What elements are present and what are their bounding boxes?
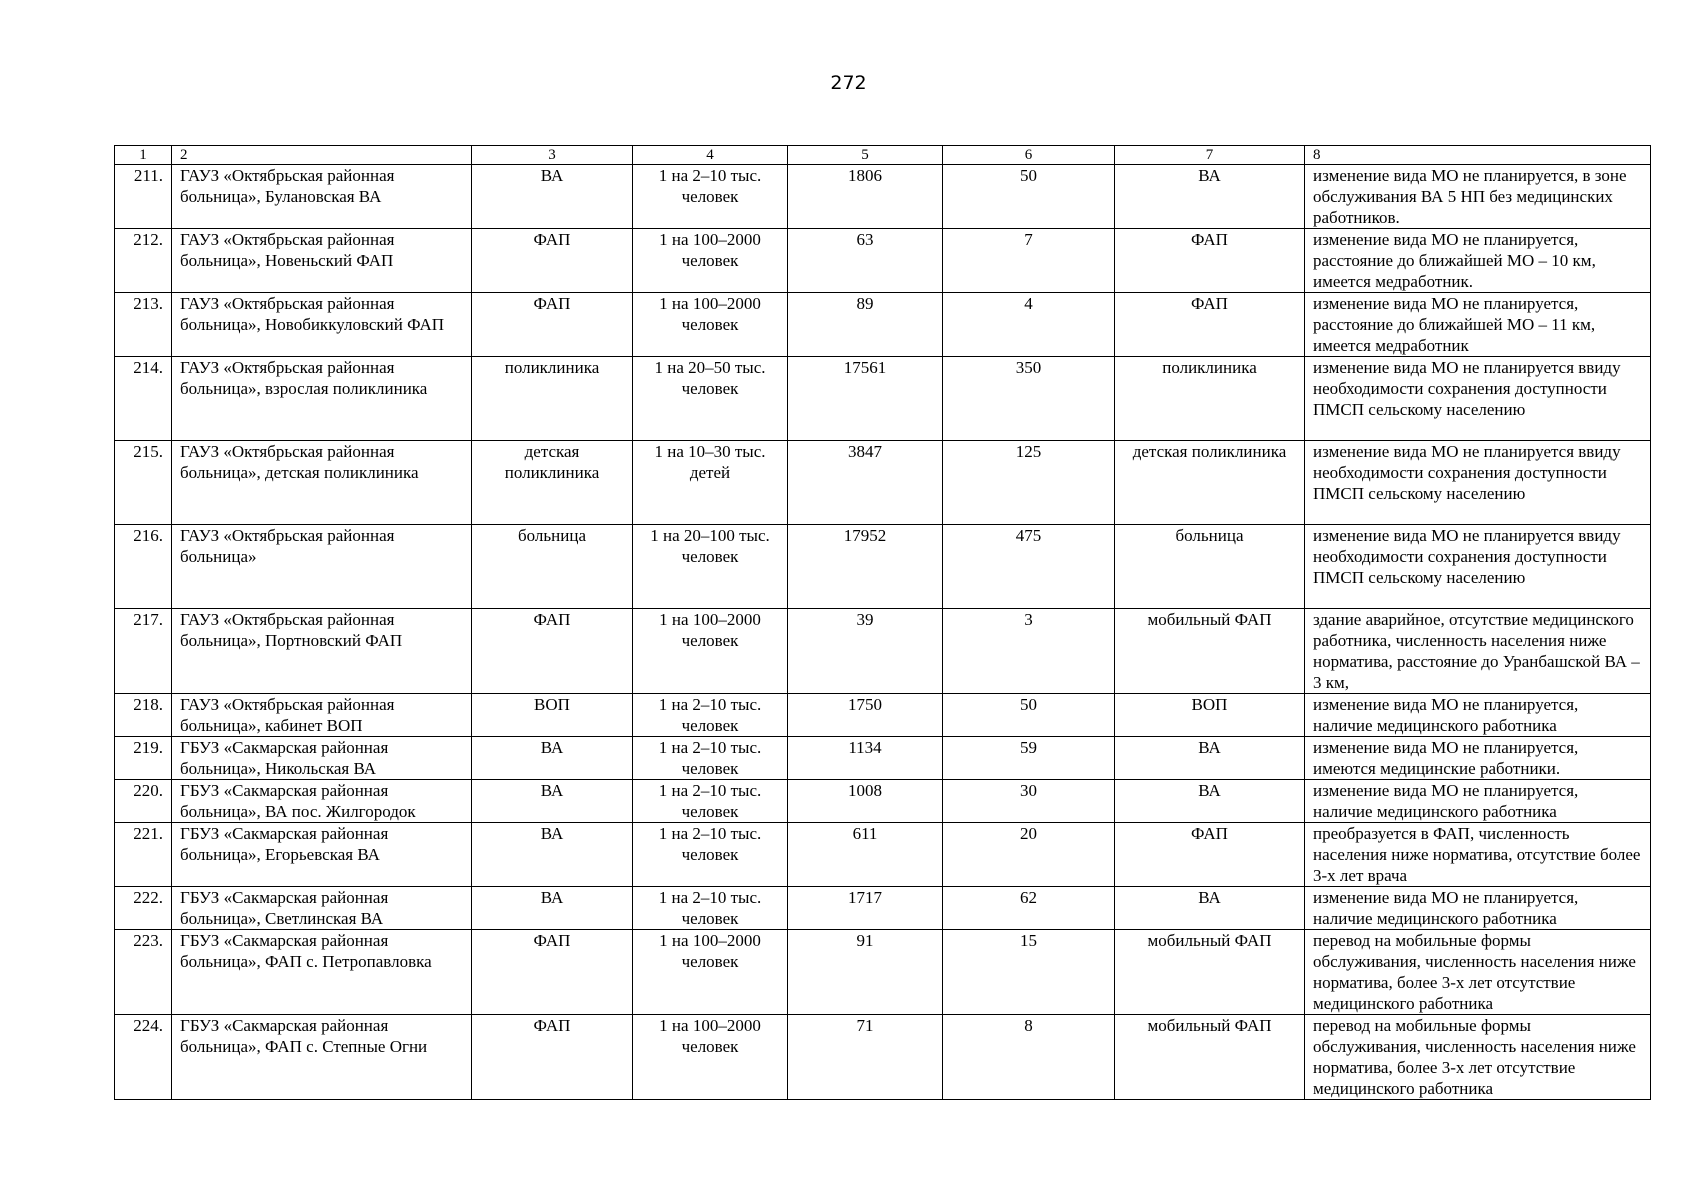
table-row — [115, 887, 1651, 930]
organization-name: ГБУЗ «Сакмарская районная больница», Егорьевская ВА — [172, 823, 472, 887]
table-row — [115, 930, 1651, 1015]
population: 89 — [788, 293, 943, 357]
table-row — [115, 229, 1651, 293]
note: перевод на мобильные формы обслуживания, численность населения ниже норматива, более 3-х лет отсутствие медицинского работника — [1305, 1015, 1651, 1100]
organization-name: ГАУЗ «Октябрьская районная больница», Портновский ФАП — [172, 609, 472, 694]
planned-type: мобильный ФАП — [1115, 930, 1305, 1015]
table-row — [115, 525, 1651, 609]
column-6-value: 475 — [943, 525, 1115, 609]
organization-name: ГБУЗ «Сакмарская районная больница», Светлинская ВА — [172, 887, 472, 930]
row-number: 211. — [115, 165, 172, 229]
column-6-value: 50 — [943, 694, 1115, 737]
column-6-value: 20 — [943, 823, 1115, 887]
note: изменение вида МО не планируется ввиду необходимости сохранения доступности ПМСП сельскому населению — [1305, 441, 1651, 525]
planned-type: мобильный ФАП — [1115, 609, 1305, 694]
row-number: 212. — [115, 229, 172, 293]
column-number: 5 — [788, 146, 943, 165]
row-number: 223. — [115, 930, 172, 1015]
organization-name: ГАУЗ «Октябрьская районная больница», Булановская ВА — [172, 165, 472, 229]
planned-type: больница — [1115, 525, 1305, 609]
planned-type: ВА — [1115, 887, 1305, 930]
population: 71 — [788, 1015, 943, 1100]
column-number: 1 — [115, 146, 172, 165]
planned-type: ФАП — [1115, 293, 1305, 357]
column-6-value: 3 — [943, 609, 1115, 694]
row-number: 224. — [115, 1015, 172, 1100]
population: 39 — [788, 609, 943, 694]
column-6-value: 7 — [943, 229, 1115, 293]
norm: 1 на 2–10 тыс. человек — [633, 780, 788, 823]
norm: 1 на 20–100 тыс. человек — [633, 525, 788, 609]
norm: 1 на 2–10 тыс. человек — [633, 823, 788, 887]
norm: 1 на 100–2000 человек — [633, 1015, 788, 1100]
column-number: 7 — [1115, 146, 1305, 165]
planned-type: ВА — [1115, 165, 1305, 229]
planned-type: ФАП — [1115, 229, 1305, 293]
population: 91 — [788, 930, 943, 1015]
row-number: 213. — [115, 293, 172, 357]
current-type: ВОП — [472, 694, 633, 737]
column-6-value: 62 — [943, 887, 1115, 930]
population: 1750 — [788, 694, 943, 737]
population: 1717 — [788, 887, 943, 930]
organization-name: ГАУЗ «Октябрьская районная больница», детская поликлиника — [172, 441, 472, 525]
population: 63 — [788, 229, 943, 293]
organization-name: ГБУЗ «Сакмарская районная больница», ФАП с. Степные Огни — [172, 1015, 472, 1100]
note: преобразуется в ФАП, численность населения ниже норматива, отсутствие более 3-х лет врача — [1305, 823, 1651, 887]
current-type: ФАП — [472, 1015, 633, 1100]
norm: 1 на 100–2000 человек — [633, 930, 788, 1015]
population: 17952 — [788, 525, 943, 609]
row-number: 222. — [115, 887, 172, 930]
table-row — [115, 780, 1651, 823]
column-number: 2 — [172, 146, 472, 165]
organization-name: ГАУЗ «Октябрьская районная больница», Новеньский ФАП — [172, 229, 472, 293]
row-number: 219. — [115, 737, 172, 780]
table-row — [115, 823, 1651, 887]
planned-type: ВА — [1115, 737, 1305, 780]
norm: 1 на 20–50 тыс. человек — [633, 357, 788, 441]
column-6-value: 59 — [943, 737, 1115, 780]
column-6-value: 15 — [943, 930, 1115, 1015]
current-type: ФАП — [472, 293, 633, 357]
column-6-value: 4 — [943, 293, 1115, 357]
planned-type: ВОП — [1115, 694, 1305, 737]
norm: 1 на 2–10 тыс. человек — [633, 694, 788, 737]
column-6-value: 350 — [943, 357, 1115, 441]
note: изменение вида МО не планируется, в зоне обслуживания ВА 5 НП без медицинских работников. — [1305, 165, 1651, 229]
column-6-value: 30 — [943, 780, 1115, 823]
organization-name: ГБУЗ «Сакмарская районная больница», Никольская ВА — [172, 737, 472, 780]
table-row — [115, 1015, 1651, 1100]
current-type: детская поликлиника — [472, 441, 633, 525]
row-number: 214. — [115, 357, 172, 441]
row-number: 220. — [115, 780, 172, 823]
table-row — [115, 441, 1651, 525]
planned-type: мобильный ФАП — [1115, 1015, 1305, 1100]
current-type: ВА — [472, 823, 633, 887]
planned-type: поликлиника — [1115, 357, 1305, 441]
organization-name: ГАУЗ «Октябрьская районная больница», взрослая поликлиника — [172, 357, 472, 441]
planned-type: детская поликлиника — [1115, 441, 1305, 525]
population: 3847 — [788, 441, 943, 525]
planned-type: ФАП — [1115, 823, 1305, 887]
row-number: 215. — [115, 441, 172, 525]
note: изменение вида МО не планируется ввиду необходимости сохранения доступности ПМСП сельскому населению — [1305, 357, 1651, 441]
norm: 1 на 10–30 тыс. детей — [633, 441, 788, 525]
row-number: 217. — [115, 609, 172, 694]
current-type: ФАП — [472, 229, 633, 293]
current-type: поликлиника — [472, 357, 633, 441]
column-number-row — [115, 146, 1651, 165]
norm: 1 на 100–2000 человек — [633, 229, 788, 293]
current-type: больница — [472, 525, 633, 609]
column-6-value: 8 — [943, 1015, 1115, 1100]
population: 611 — [788, 823, 943, 887]
row-number: 221. — [115, 823, 172, 887]
table-row — [115, 165, 1651, 229]
current-type: ФАП — [472, 609, 633, 694]
note: изменение вида МО не планируется, имеются медицинские работники. — [1305, 737, 1651, 780]
table-row — [115, 293, 1651, 357]
note: здание аварийное, отсутствие медицинского работника, численность населения ниже норматива, расстояние до Уранбашской ВА – 3 км, — [1305, 609, 1651, 694]
page-number: 272 — [830, 72, 867, 94]
column-number: 3 — [472, 146, 633, 165]
register-table — [114, 145, 1651, 1100]
norm: 1 на 2–10 тыс. человек — [633, 737, 788, 780]
row-number: 216. — [115, 525, 172, 609]
organization-name: ГАУЗ «Октябрьская районная больница», кабинет ВОП — [172, 694, 472, 737]
current-type: ВА — [472, 165, 633, 229]
column-number: 4 — [633, 146, 788, 165]
column-6-value: 125 — [943, 441, 1115, 525]
column-number: 8 — [1305, 146, 1651, 165]
organization-name: ГБУЗ «Сакмарская районная больница», ФАП с. Петропавловка — [172, 930, 472, 1015]
current-type: ВА — [472, 737, 633, 780]
table-row — [115, 357, 1651, 441]
planned-type: ВА — [1115, 780, 1305, 823]
population: 1134 — [788, 737, 943, 780]
population: 1008 — [788, 780, 943, 823]
norm: 1 на 2–10 тыс. человек — [633, 165, 788, 229]
current-type: ВА — [472, 780, 633, 823]
note: изменение вида МО не планируется ввиду необходимости сохранения доступности ПМСП сельскому населению — [1305, 525, 1651, 609]
note: изменение вида МО не планируется, наличие медицинского работника — [1305, 694, 1651, 737]
norm: 1 на 100–2000 человек — [633, 293, 788, 357]
current-type: ФАП — [472, 930, 633, 1015]
norm: 1 на 2–10 тыс. человек — [633, 887, 788, 930]
population: 1806 — [788, 165, 943, 229]
row-number: 218. — [115, 694, 172, 737]
table-row — [115, 737, 1651, 780]
note: изменение вида МО не планируется, наличие медицинского работника — [1305, 887, 1651, 930]
organization-name: ГБУЗ «Сакмарская районная больница», ВА пос. Жилгородок — [172, 780, 472, 823]
column-6-value: 50 — [943, 165, 1115, 229]
organization-name: ГАУЗ «Октябрьская районная больница» — [172, 525, 472, 609]
note: изменение вида МО не планируется, наличие медицинского работника — [1305, 780, 1651, 823]
table-row — [115, 609, 1651, 694]
norm: 1 на 100–2000 человек — [633, 609, 788, 694]
note: изменение вида МО не планируется, расстояние до ближайшей МО – 10 км, имеется медработник. — [1305, 229, 1651, 293]
current-type: ВА — [472, 887, 633, 930]
note: изменение вида МО не планируется, расстояние до ближайшей МО – 11 км, имеется медработник — [1305, 293, 1651, 357]
population: 17561 — [788, 357, 943, 441]
column-number: 6 — [943, 146, 1115, 165]
table-row — [115, 694, 1651, 737]
note: перевод на мобильные формы обслуживания, численность населения ниже норматива, более 3-х лет отсутствие медицинского работника — [1305, 930, 1651, 1015]
organization-name: ГАУЗ «Октябрьская районная больница», Новобиккуловский ФАП — [172, 293, 472, 357]
